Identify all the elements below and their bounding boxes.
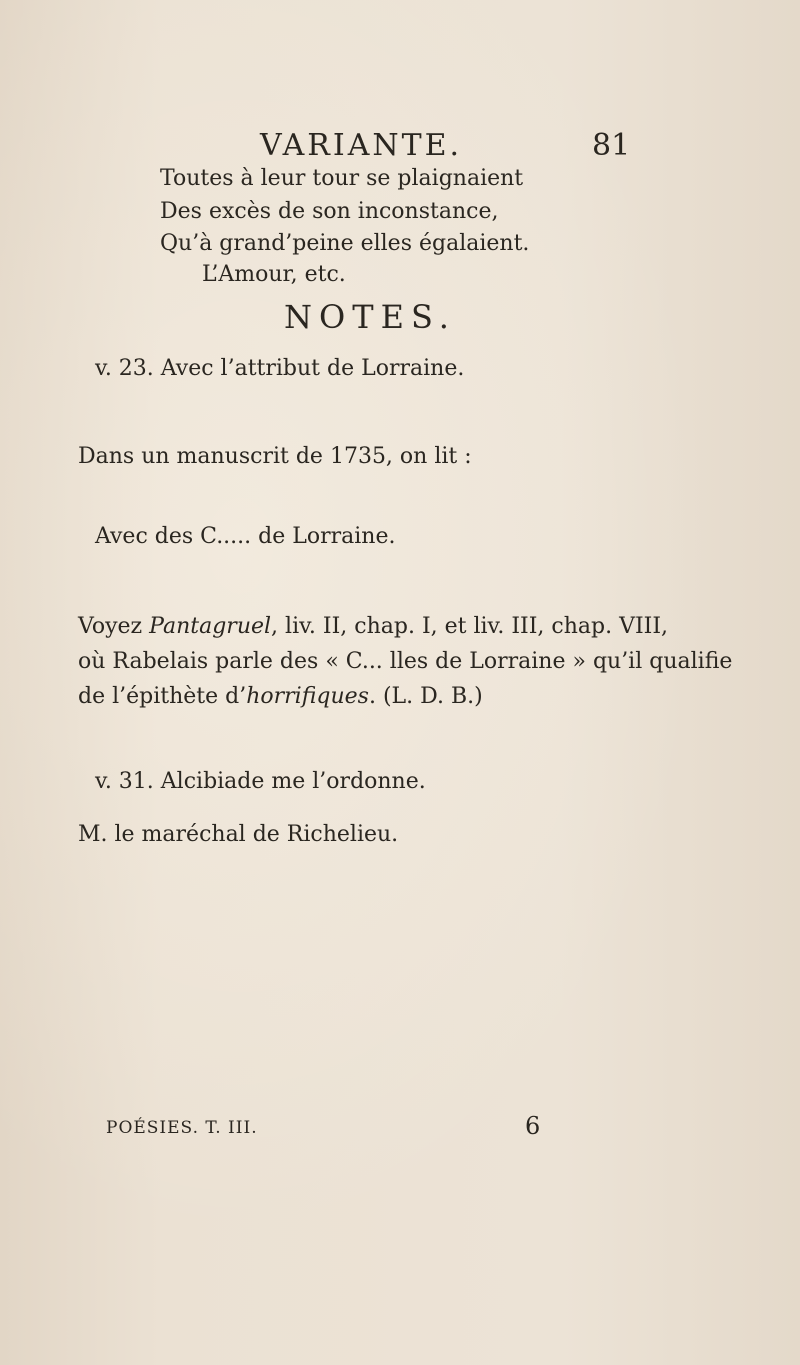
note-text: . (L. D. B.)	[368, 684, 483, 709]
note-text: , liv. II, chap. I, et liv. III, chap. VIII,	[271, 614, 669, 639]
page-number: 81	[592, 128, 631, 163]
note-line: v. 31. Alcibiade me l’ordonne.	[95, 769, 426, 794]
verse-line: Toutes à leur tour se plaignaient	[160, 166, 524, 191]
note-line: M. le maréchal de Richelieu.	[78, 822, 399, 847]
note-text: de l’épithète d’	[78, 684, 247, 709]
notes-heading: NOTES.	[284, 298, 456, 336]
verse-refrain: L’Amour, etc.	[202, 262, 346, 287]
verse-line: Qu’à grand’peine elles égalaient.	[160, 231, 530, 256]
running-title: VARIANTE.	[260, 128, 463, 163]
note-line	[78, 610, 668, 644]
footer-sheet-number: 6	[525, 1112, 541, 1140]
note-line: v. 23. Avec l’attribut de Lorraine.	[95, 356, 465, 381]
note-text: Voyez	[78, 614, 150, 639]
footer-signature: POÉSIES. T. III.	[106, 1118, 258, 1138]
note-line: Dans un manuscrit de 1735, on lit :	[78, 444, 472, 469]
book-title: Pantagruel	[149, 614, 272, 639]
note-line	[78, 680, 483, 714]
emphasis-word: horrifiques	[246, 684, 369, 709]
verse-line: Des excès de son inconstance,	[160, 199, 499, 224]
note-line: où Rabelais parle des « C... lles de Lorraine » qu’il qualifie	[78, 649, 733, 674]
note-line: Avec des C..... de Lorraine.	[95, 524, 396, 549]
